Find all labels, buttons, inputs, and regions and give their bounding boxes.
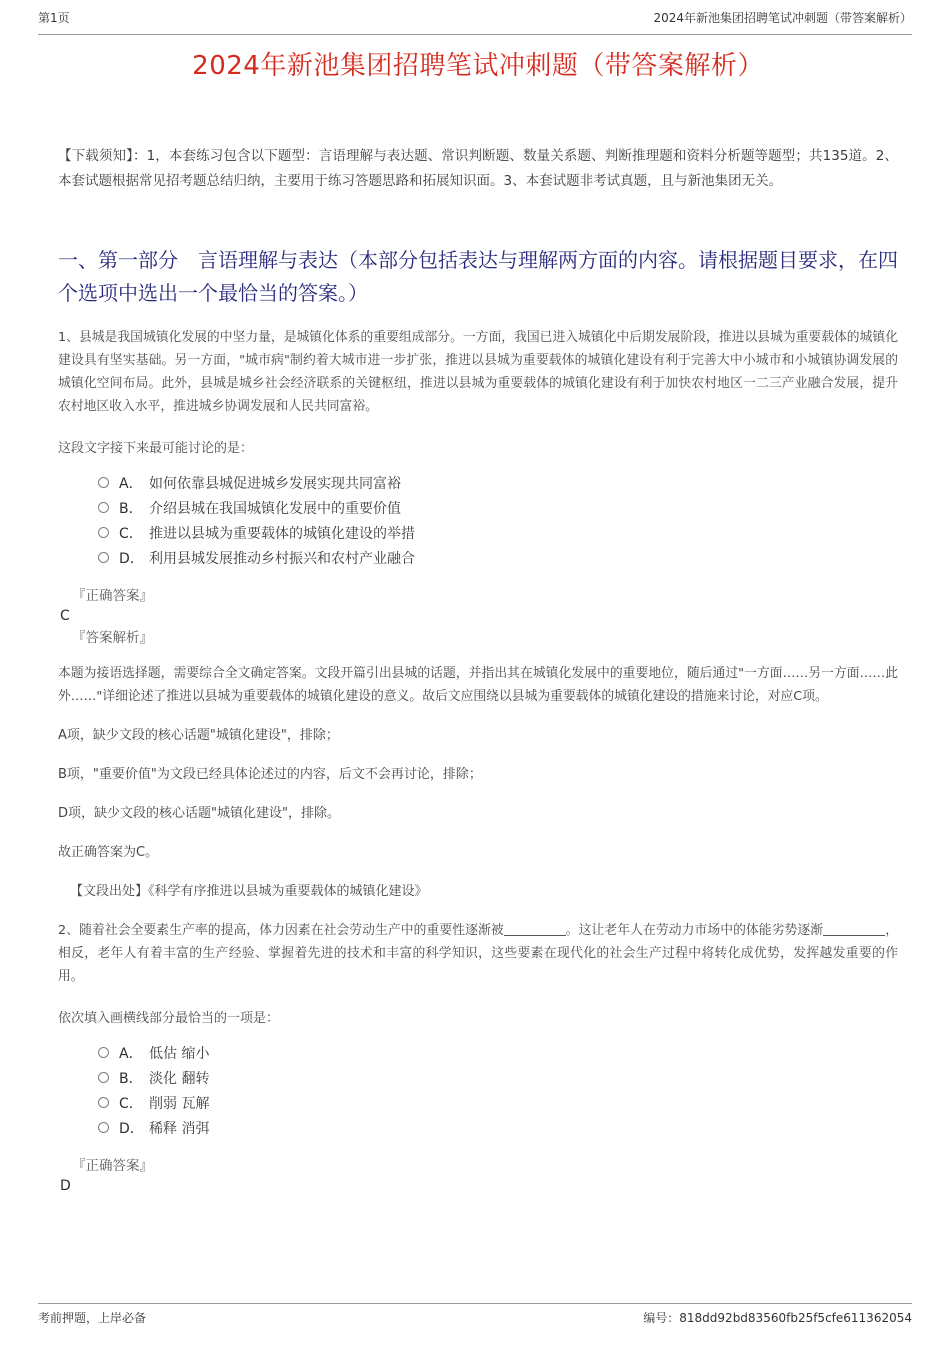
- option-label: 淡化 翻转: [149, 1070, 210, 1087]
- question-2-stem-part2: 。这让老年人在劳动力市场中的体能劣势逐渐: [565, 923, 824, 938]
- option-row[interactable]: [98, 1090, 898, 1115]
- question-2-options: [98, 1040, 898, 1140]
- footer-id-label: 编号：: [643, 1311, 680, 1325]
- option-label: 如何依靠县城促进城乡发展实现共同富裕: [149, 475, 401, 492]
- radio-button-icon[interactable]: [98, 1122, 109, 1133]
- option-row[interactable]: [98, 520, 898, 545]
- option-label: 介绍县城在我国城镇化发展中的重要价值: [149, 500, 401, 517]
- option-label: 削弱 瓦解: [149, 1095, 210, 1112]
- question-1-answer-label: 『正确答案』: [72, 588, 153, 604]
- option-row[interactable]: [98, 495, 898, 520]
- option-letter: B．: [119, 1070, 143, 1087]
- question-2-answer-label: 『正确答案』: [72, 1158, 153, 1174]
- header-running-title: 2024年新池集团招聘笔试冲刺题（带答案解析）: [653, 11, 912, 25]
- footer-slogan: 考前押题，上岸必备: [38, 1311, 147, 1325]
- section-heading: 一、第一部分 言语理解与表达（本部分包括表达与理解两方面的内容。请根据题目要求，在四个选项中选出一个最恰当的答案。）: [58, 248, 898, 305]
- option-letter: D．: [119, 1120, 144, 1137]
- question-1-option-note: B项，"重要价值"为文段已经具体论述过的内容，后文不会再讨论，排除；: [58, 767, 482, 782]
- footer-document-id: [643, 1310, 912, 1327]
- question-1-conclusion: 故正确答案为C。: [58, 845, 159, 860]
- question-2-stem-part1: 随着社会全要素生产率的提高，体力因素在社会劳动生产中的重要性逐渐被: [79, 923, 504, 938]
- question-1-analysis-text: 本题为接语选择题，需要综合全文确定答案。文段开篇引出县城的话题，并指出其在城镇化发展中的重要地位，随后通过"一方面……另一方面……此外……"详细论述了推进以县城为重要载体的城镇化建设的意义。故后文应围绕以县城为重要载体的城镇化建设的措施来讨论，对应C项。: [58, 666, 898, 704]
- option-letter: A．: [119, 1045, 143, 1062]
- document-body: [58, 36, 898, 1196]
- option-row[interactable]: [98, 545, 898, 570]
- question-1-stem-text: 县城是我国城镇化发展的中坚力量，是城镇化体系的重要组成部分。一方面，我国已进入城镇化中后期发展阶段，推进以县城为重要载体的城镇化建设具有坚实基础。另一方面，"城市病"制约着大城市进一步扩张，推进以县城为重要载体的城镇化建设有利于完善大中小城市和小城镇协调发展的城镇化空间布局。此外，县城是城乡社会经济联系的关键枢纽，推进以县城为重要载体的城镇化建设有利于加快农村地区一二三产业融合发展，提升农村地区收入水平，推进城乡协调发展和人民共同富裕。: [58, 330, 898, 414]
- footer-id-value: 818dd92bd83560fb25f5cfe611362054: [679, 1311, 912, 1325]
- option-row[interactable]: [98, 1065, 898, 1090]
- question-1-lead: 这段文字接下来最可能讨论的是：: [58, 441, 254, 456]
- radio-button-icon[interactable]: [98, 552, 109, 563]
- option-letter: C．: [119, 525, 143, 542]
- running-footer: [38, 1303, 912, 1327]
- radio-button-icon[interactable]: [98, 1047, 109, 1058]
- running-header: [38, 10, 912, 35]
- option-row[interactable]: [98, 470, 898, 495]
- question-1-number: 1、: [58, 330, 79, 345]
- option-label: 推进以县城为重要载体的城镇化建设的举措: [149, 525, 415, 542]
- page-number-label: 第1页: [38, 11, 70, 25]
- page-title: 2024年新池集团招聘笔试冲刺题（带答案解析）: [192, 51, 764, 81]
- question-2-lead: 依次填入画横线部分最恰当的一项是：: [58, 1011, 280, 1026]
- question-1-options: [98, 470, 898, 570]
- question-1-answer-value: C: [60, 608, 70, 624]
- question-1-option-note: D项，缺少文段的核心话题"城镇化建设"，排除。: [58, 806, 340, 821]
- download-notice: 【下载须知】：1，本套练习包含以下题型：言语理解与表达题、常识判断题、数量关系题、判断推理题和资料分析题等题型；共135道。2、本套试题根据常见招考题总结归纳，主要用于练习答题思路和拓展知识面。3、本套试题非考试真题，且与新池集团无关。: [58, 148, 898, 189]
- fill-blank-1: [504, 935, 566, 936]
- radio-button-icon[interactable]: [98, 477, 109, 488]
- question-2-answer-value: D: [60, 1178, 71, 1194]
- option-label: 低估 缩小: [149, 1045, 210, 1062]
- question-1-analysis-label: 『答案解析』: [72, 630, 153, 646]
- radio-button-icon[interactable]: [98, 1072, 109, 1083]
- question-1-stem: [58, 326, 898, 418]
- question-2-stem: [58, 919, 898, 988]
- question-2-stem-part3: ，相反，老年人有着丰富的生产经验、掌握着先进的技术和丰富的科学知识，这些要素在现代化的社会生产过程中将转化成优势，发挥越发重要的作用。: [58, 923, 899, 984]
- option-letter: D．: [119, 550, 144, 567]
- question-2-number: 2、: [58, 923, 80, 938]
- option-label: 稀释 消弭: [149, 1120, 210, 1137]
- option-row[interactable]: [98, 1115, 898, 1140]
- option-letter: C．: [119, 1095, 143, 1112]
- option-row[interactable]: [98, 1040, 898, 1065]
- option-letter: A．: [119, 475, 143, 492]
- fill-blank-2: [823, 935, 885, 936]
- question-1-option-note: A项，缺少文段的核心话题"城镇化建设"，排除；: [58, 728, 339, 743]
- radio-button-icon[interactable]: [98, 527, 109, 538]
- radio-button-icon[interactable]: [98, 1097, 109, 1108]
- question-1-source: 【文段出处】《科学有序推进以县城为重要载体的城镇化建设》: [70, 884, 428, 899]
- option-letter: B．: [119, 500, 143, 517]
- radio-button-icon[interactable]: [98, 502, 109, 513]
- option-label: 利用县城发展推动乡村振兴和农村产业融合: [149, 550, 415, 567]
